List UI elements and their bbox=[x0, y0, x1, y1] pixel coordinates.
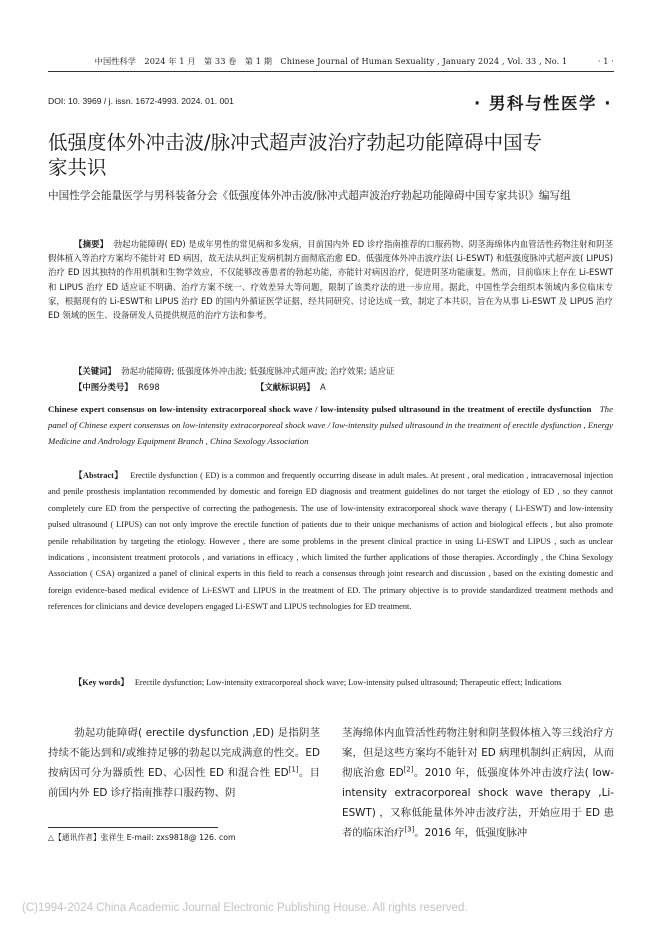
body-text: 勃起功能障碍( erectile dysfunction ,ED) 是指阴茎持续不能达到和/或维持足够的勃起以完成满意的性交。ED 按病因可分为器质性 ED、心因性 ED 和混合性 ED bbox=[48, 727, 320, 779]
clc-label: 【中图分类号】 bbox=[74, 382, 133, 392]
keywords-en-text: Erectile dysfunction; Low-intensity extracorporeal shock wave; Low-intensity pulsed ultrasound; Therapeutic effect; Indications bbox=[134, 678, 562, 687]
abstract-cn bbox=[48, 237, 613, 322]
english-title-block bbox=[48, 401, 613, 449]
abstract-cn-label: 【摘要】 bbox=[74, 239, 109, 249]
keywords-en-label: 【Key words】 bbox=[74, 678, 129, 687]
body-column-left bbox=[48, 723, 320, 803]
citation-ref[interactable]: [1] bbox=[288, 765, 299, 774]
page-number: · 1 · bbox=[597, 56, 614, 66]
body-text: 茎海绵体内血管活性药物注射和阴茎假体植入等三线治疗方案，但是这些方案均不能针对 ED 病理机制纠正病因，从而彻底治愈 ED bbox=[342, 727, 614, 779]
doc-code bbox=[256, 381, 326, 393]
abstract-cn-text: 勃起功能障碍( ED) 是成年男性的常见病和多发病，目前国内外 ED 诊疗指南推荐的口服药物、阴茎海绵体内血管活性药物注射和阴茎假体植入等治疗方案均不能针对 ED 病因，故无法从纠正发病机制方面彻底治愈 ED。低强度体外冲击波疗法( Li-ESWT) 和低强度脉冲式超声波( LIPUS) 治疗 ED 因其独特的作用机制和生物学效应，不仅能够改善患者的勃起功能，亦能针对病因治疗，促进阴茎功能康复。然而，目前临床上存在 Li-ESWT 和 LIPUS 治疗 ED 适应证不明确、治疗方案不统一、疗效差异大等问题，限制了该类疗法的进一步应用。据此，中国性学会组织本领域内多位临床专家，根据现有的 Li-ESWT和 LIPUS 治疗 ED 的国内外循证医学证据，经共同研究、讨论达成一致，制定了本共识，旨在为从事 Li-ESWT 及 LIPUS 治疗 ED 领域的医生、设备研发人员提供规范的治疗方法和参考。 bbox=[48, 239, 614, 321]
body-text: 。2016 年，低强度脉冲 bbox=[414, 827, 528, 839]
doi: DOI: 10. 3969 / j. issn. 1672-4993. 2024. 01. 001 bbox=[48, 96, 234, 106]
english-authors: The panel of Chinese expert consensus on low-intensity extracorporeal shock wave / low-intensity pulsed ultrasound in the treatment of erectile dysfunction , Energy Medicine and Andrology Equipment Branch , China Sexology Association bbox=[48, 404, 613, 446]
body-text: 。目前国内外 ED 诊疗指南推荐口服药物、阴 bbox=[48, 767, 320, 799]
english-title: Chinese expert consensus on low-intensity extracorporeal shock wave / low-intensity pulsed ultrasound in the treatment of erectile dysfunction bbox=[48, 404, 592, 414]
author-group: 中国性学会能量医学与男科装备分会《低强度体外冲击波/脉冲式超声波治疗勃起功能障碍中国专家共识》编写组 bbox=[48, 190, 571, 202]
clc-value: R698 bbox=[137, 382, 160, 392]
doc-code-value: A bbox=[319, 382, 326, 392]
body-text: 。2010 年，低强度体外冲击波疗法( low-intensity extracorporeal shock wave therapy ,Li-ESWT) ，又称低能量体外冲击波疗法，开始应用于 ED 患者的临床治疗 bbox=[342, 767, 615, 839]
footnote: △【通讯作者】张祥生 E-mail: zxs9818@ 126. com bbox=[48, 833, 236, 842]
article-title: 低强度体外冲击波/脉冲式超声波治疗勃起功能障碍中国专家共识 bbox=[48, 131, 543, 179]
header-rule bbox=[48, 71, 614, 72]
doc-code-label: 【文献标识码】 bbox=[256, 382, 315, 392]
abstract-en-label: 【Abstract】 bbox=[74, 471, 123, 480]
classification-cn bbox=[48, 381, 326, 393]
keywords-cn bbox=[48, 365, 394, 377]
keywords-cn-text: 勃起功能障碍; 低强度体外冲击波; 低强度脉冲式超声波; 治疗效果; 适应证 bbox=[121, 366, 395, 376]
abstract-en-text: Erectile dysfunction ( ED) is a common and frequently occurring disease in adult males. At present , oral medication , intracavernosal injection and penile prosthesis implantation recommended by domestic and foreign ED diagnosis and treatment guidelines do not target the etiology of ED , so they cannot completely cure ED from the perspective of correcting the pathogenesis. The use of low-intensity extracorporeal shock wave therapy ( Li-ESWT) and low-intensity pulsed ultrasound ( LIPUS) can not only improve the erectile function of patients due to their unique mechanisms of action and biological effects , but also promote penile rehabilitation by targeting the etiology. However , there are some problems in the present clinical practice in using Li-ESWT and LIPUS , such as unclear indications , inconsistent treatment protocols , and variations in efficacy , which limited the further applications of those therapies. Accordingly , the China Sexology Association ( CSA) organized a panel of clinical experts in this field to reach a consensus through joint research and discussion , based on the existing domestic and foreign evidence-based medical evidence of Li-ESWT and LIPUS in the treatment of ED. The primary objective is to provide standardized treatment methods and references for clinicians and device developers engaged Li-ESWT and LIPUS technologies for ED treatment. bbox=[48, 471, 614, 612]
column-tag: · 男科与性医学 · bbox=[473, 94, 612, 113]
copyright-watermark: (C)1994-2024 China Academic Journal Electronic Publishing House. All rights reserved. bbox=[22, 902, 468, 914]
keywords-cn-label: 【关键词】 bbox=[74, 366, 116, 376]
running-head-text: 中国性科学 2024 年 1 月 第 33 卷 第 1 期 Chinese Journal of Human Sexuality , January 2024 , Vol. 33 , No. 1 bbox=[94, 56, 568, 66]
abstract-en bbox=[48, 468, 613, 616]
keywords-en bbox=[48, 675, 613, 691]
footnote-rule bbox=[48, 827, 218, 828]
citation-ref[interactable]: [3] bbox=[404, 825, 415, 834]
citation-ref[interactable]: [2] bbox=[403, 765, 414, 774]
running-head bbox=[48, 56, 614, 67]
body-column-right bbox=[342, 723, 614, 843]
